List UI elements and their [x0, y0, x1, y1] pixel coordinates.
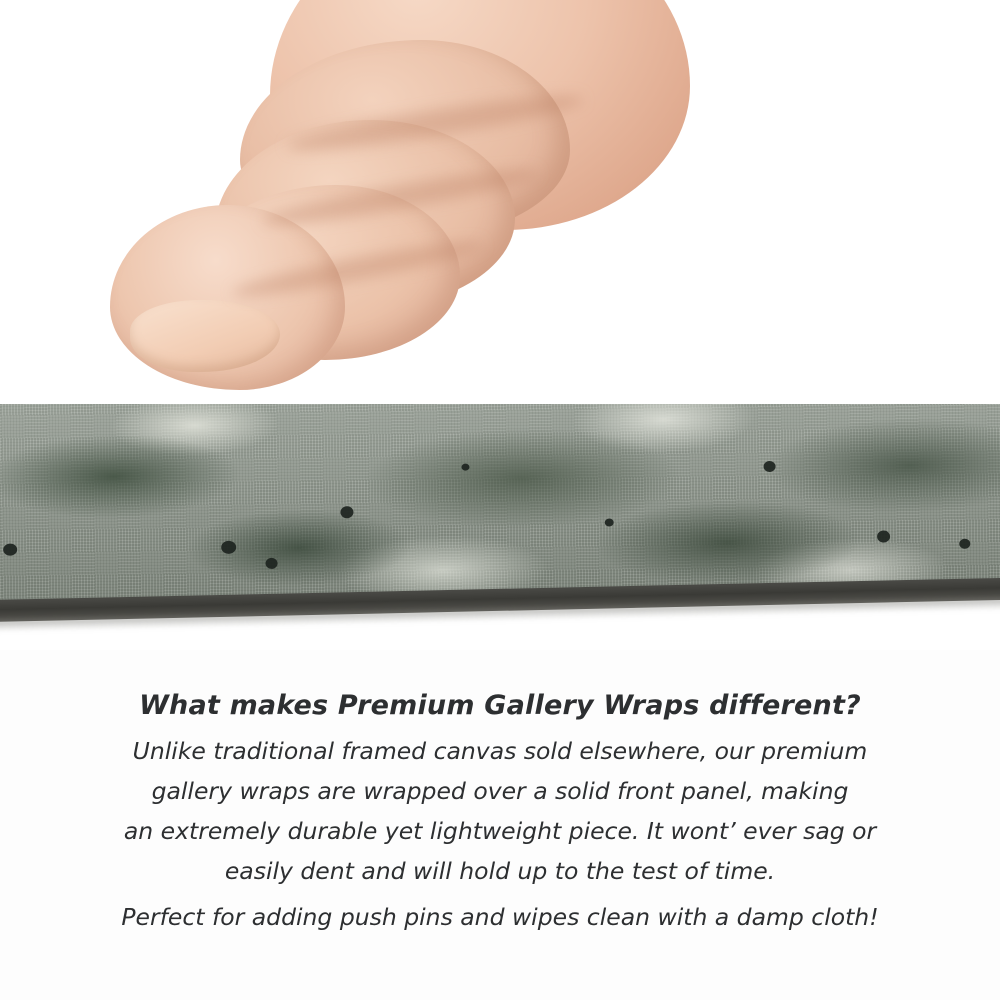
gallery-wrap-edge: [0, 404, 1000, 650]
caption-title: What makes Premium Gallery Wraps different?: [139, 690, 861, 721]
canvas-speck: [959, 539, 970, 549]
canvas-speck: [605, 518, 614, 526]
caption-line-2: gallery wraps are wrapped over a solid front panel, making: [151, 777, 849, 805]
canvas-speck: [3, 543, 17, 555]
caption-line-1: Unlike traditional framed canvas sold elsewhere, our premium: [132, 737, 868, 765]
canvas-speck: [265, 558, 277, 569]
caption-line-4: easily dent and will hold up to the test of time.: [224, 857, 776, 885]
caption-block: [0, 690, 1000, 937]
hand-illustration: [120, 0, 680, 440]
canvas-speck: [763, 461, 775, 472]
canvas-speck: [340, 506, 353, 518]
canvas-speck: [461, 464, 469, 471]
canvas-speck: [221, 541, 236, 554]
canvas-speck: [877, 530, 890, 542]
caption-closing-line: Perfect for adding push pins and wipes clean with a damp cloth!: [121, 903, 879, 931]
caption-line-3: an extremely durable yet lightweight piece. It wont’ ever sag or: [123, 817, 877, 845]
